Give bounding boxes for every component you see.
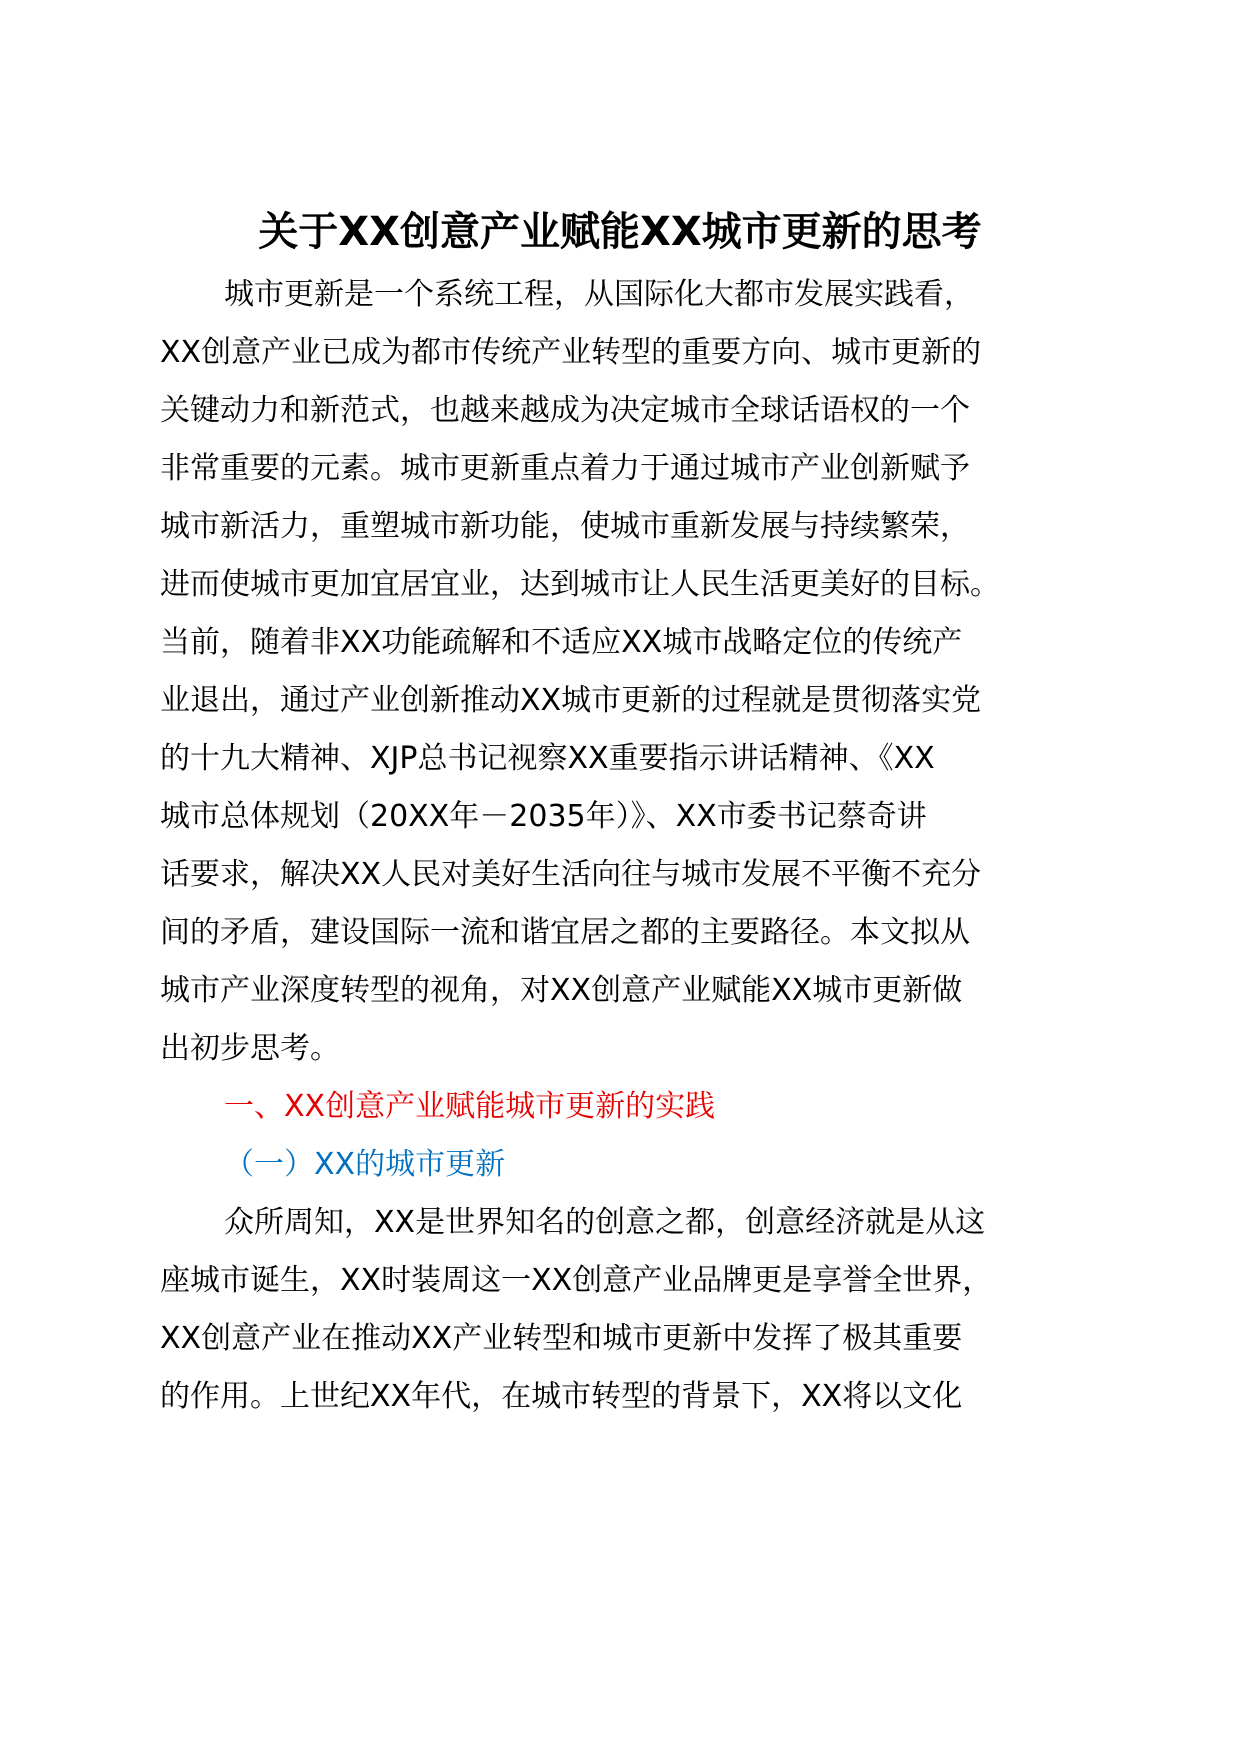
- paragraph-line: 城市更新是一个系统工程，从国际化大都市发展实践看，: [224, 277, 974, 312]
- paragraph-line: XX创意产业在推动XX产业转型和城市更新中发挥了极其重要: [160, 1321, 963, 1356]
- paragraph-line: 间的矛盾，建设国际一流和谐宜居之都的主要路径。本文拟从: [160, 915, 970, 950]
- paragraph-line: 座城市诞生，XX时装周这一XX创意产业品牌更是享誉全世界，: [160, 1263, 993, 1298]
- paragraph-line: 业退出，通过产业创新推动XX城市更新的过程就是贯彻落实党: [160, 683, 982, 718]
- paragraph-line: 关键动力和新范式，也越来越成为决定城市全球话语权的一个: [160, 393, 970, 428]
- paragraph-line: 话要求，解决XX人民对美好生活向往与城市发展不平衡不充分: [160, 857, 982, 892]
- section-heading: 一、XX创意产业赋能城市更新的实践: [224, 1089, 716, 1124]
- paragraph-line: 当前，随着非XX功能疏解和不适应XX城市战略定位的传统产: [160, 625, 963, 660]
- subsection-heading: （一）XX的城市更新: [224, 1147, 506, 1182]
- paragraph-line: 非常重要的元素。城市更新重点着力于通过城市产业创新赋予: [160, 451, 970, 486]
- paragraph-line: 的作用。上世纪XX年代，在城市转型的背景下，XX将以文化: [160, 1379, 963, 1414]
- paragraph-line: 出初步思考。: [160, 1031, 340, 1066]
- paragraph-line: XX创意产业已成为都市传统产业转型的重要方向、城市更新的: [160, 335, 982, 370]
- paragraph-line: 城市新活力，重塑城市新功能，使城市重新发展与持续繁荣，: [160, 509, 970, 544]
- paragraph-line: 进而使城市更加宜居宜业，达到城市让人民生活更美好的目标。: [160, 567, 1000, 602]
- paragraph-line: 城市总体规划（20XX年－2035年）》、XX市委书记蔡奇讲: [160, 799, 927, 834]
- document-title: 关于XX创意产业赋能XX城市更新的思考: [258, 209, 982, 255]
- paragraph-line: 的十九大精神、XJP总书记视察XX重要指示讲话精神、《XX: [160, 741, 935, 776]
- paragraph-line: 城市产业深度转型的视角，对XX创意产业赋能XX城市更新做: [160, 973, 963, 1008]
- paragraph-line: 众所周知，XX是世界知名的创意之都，创意经济就是从这: [224, 1205, 986, 1240]
